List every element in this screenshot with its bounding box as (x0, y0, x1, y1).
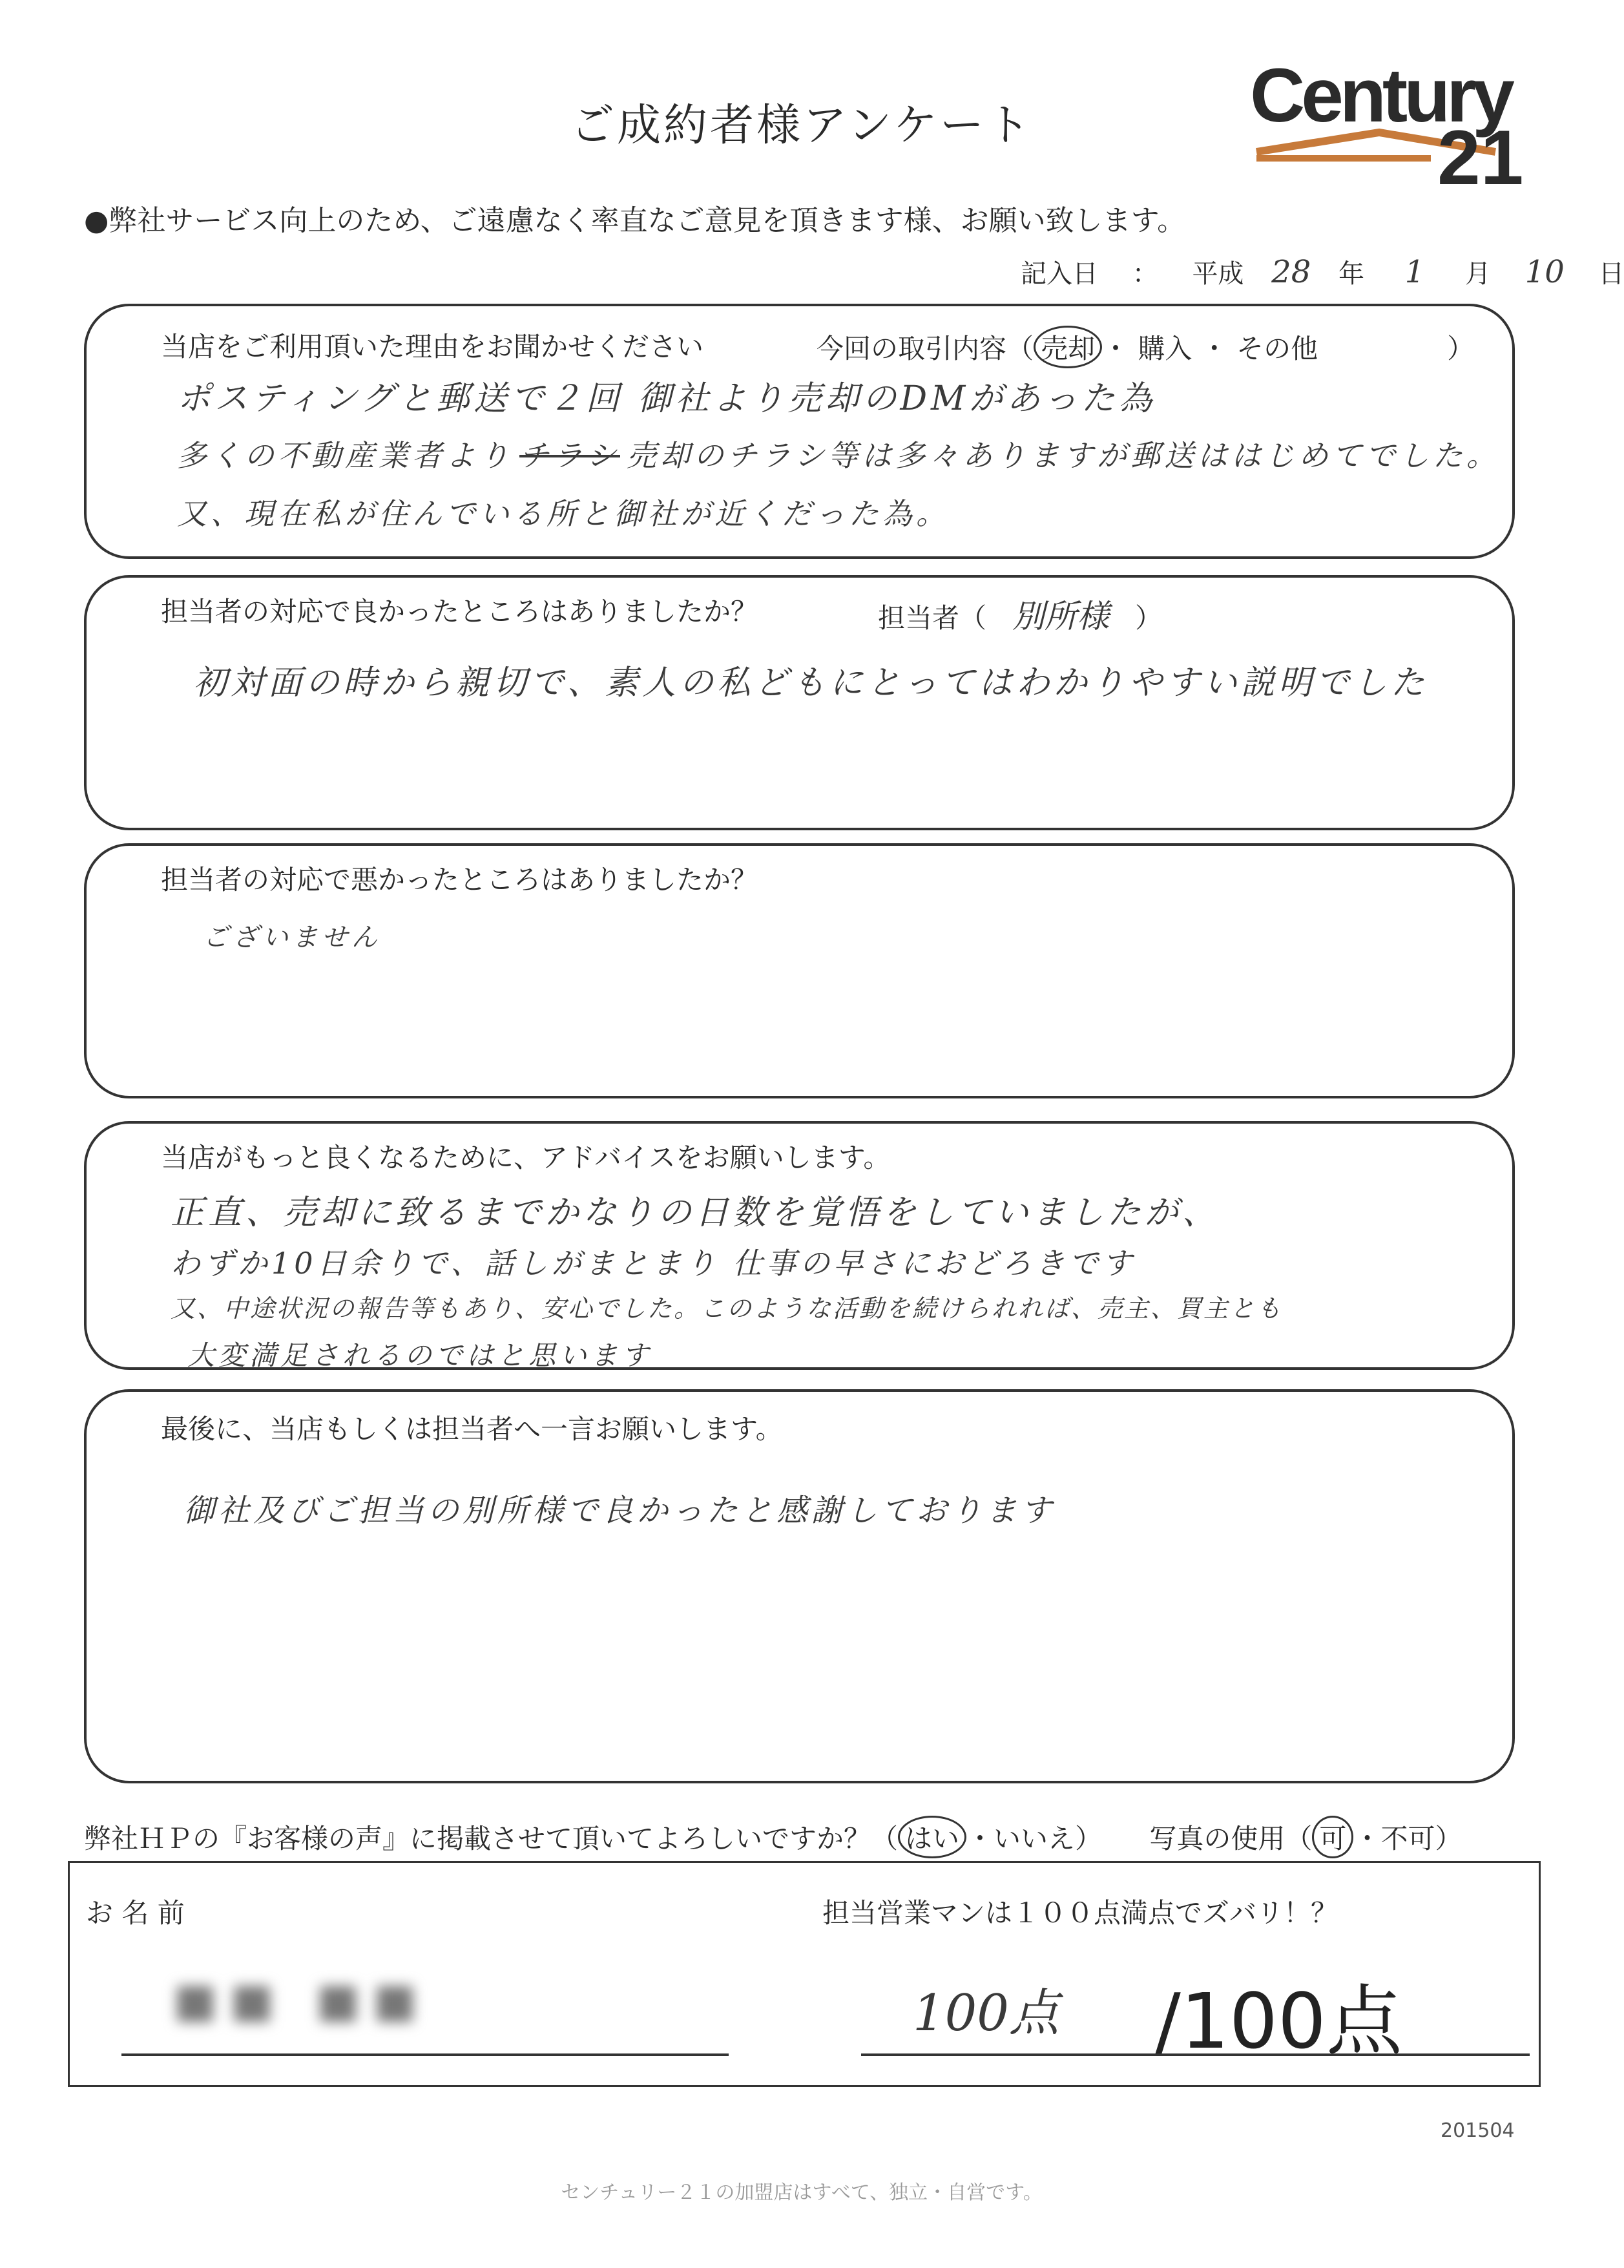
date-day-unit: 日 (1598, 259, 1624, 289)
advice-answer-line-3: 又、中途状況の報告等もあり、安心でした。このような活動を続けられれば、売主、買主とも (171, 1294, 1284, 1323)
publish-consent (84, 1816, 1462, 1858)
century21-logo (1250, 52, 1524, 201)
advice-question: 当店がもっと良くなるために、アドバイスをお願いします。 (161, 1142, 891, 1173)
advice-section (84, 1121, 1515, 1370)
publish-question: 弊社ＨＰの『お客様の声』に掲載させて頂いてよろしいですか？（ (84, 1823, 899, 1854)
photo-ok-selected: 可 (1312, 1816, 1353, 1858)
reason-question: 当店をご利用頂いた理由をお聞かせください (161, 331, 704, 362)
reason-answer-line-2 (177, 432, 1500, 475)
intro-text: ●弊社サービス向上のため、ご遠慮なく率直なご意見を頂きます様、お願い致します。 (84, 204, 1186, 237)
deal-type-label: 今回の取引内容（ (817, 333, 1034, 364)
final-message-section (84, 1389, 1515, 1783)
date-month-value: 1 (1404, 254, 1425, 290)
bad-points-answer: ございません (203, 923, 381, 952)
reason-answer-line-2-pre: 多くの不動産業者より (177, 438, 513, 473)
page-title: ご成約者様アンケート (570, 100, 1033, 151)
publish-no-option: ・いいえ） (966, 1823, 1103, 1854)
date-day-value: 10 (1525, 254, 1565, 290)
final-message-question: 最後に、当店もしくは担当者へ一言お願いします。 (161, 1413, 783, 1445)
bad-points-section (84, 843, 1515, 1098)
advice-answer-line-2: わずか10日余りで、話しがまとまり 仕事の早さにおどろきです (171, 1246, 1136, 1281)
franchise-disclaimer: センチュリー２１の加盟店はすべて、独立・自営です。 (561, 2181, 1043, 2204)
photo-label: 写真の使用（ (1149, 1823, 1313, 1854)
entry-date (1021, 253, 1624, 290)
good-points-section (84, 575, 1515, 830)
score-question: 担当営業マンは１００点満点でズバリ！？ (822, 1897, 1338, 1929)
form-code: 201504 (1441, 2119, 1515, 2142)
good-points-question: 担当者の対応で良かったところはありましたか？ (161, 596, 758, 627)
good-points-answer: 初対面の時から親切で、素人の私どもにとってはわかりやすい説明でした (193, 664, 1428, 702)
photo-ng-option: ・不可） (1353, 1823, 1463, 1854)
date-era: 平成 (1192, 259, 1244, 289)
reason-answer-line-2-post: 売却のチラシ等は多々ありますが郵送ははじめてでした。 (627, 438, 1500, 473)
staff-field (878, 591, 1162, 637)
date-year-unit: 年 (1338, 259, 1364, 289)
score-total: /100点 (1155, 1977, 1402, 2066)
deal-type-close: ） (1447, 333, 1475, 364)
deal-type-other-options: ・ 購入 ・ その他 (1102, 333, 1318, 364)
bad-points-question: 担当者の対応で悪かったところはありましたか？ (161, 864, 758, 896)
reason-section (84, 304, 1515, 559)
logo-text: Century (1250, 53, 1511, 138)
date-colon: ： (1132, 259, 1158, 289)
staff-close: ） (1135, 602, 1163, 634)
staff-name: 別所様 (1012, 598, 1110, 635)
date-label: 記入日 (1021, 259, 1098, 289)
name-underline (121, 2053, 729, 2056)
advice-answer-line-1: 正直、売却に致るまでかなりの日数を覚悟をしていましたが、 (171, 1193, 1220, 1232)
publish-yes-selected: はい (898, 1816, 966, 1858)
name-label: お 名 前 (86, 1897, 185, 1929)
footer-box (68, 1861, 1541, 2087)
advice-answer-line-4: 大変満足されるのではと思います (187, 1339, 653, 1371)
score-value: 100点 (913, 1984, 1059, 2042)
reason-answer-line-3: 又、現在私が住んでいる所と御社が近くだった為。 (177, 496, 950, 531)
score-underline (861, 2053, 1530, 2056)
name-value-blurred: ■■ ■■ (173, 1973, 430, 2027)
reason-answer-line-1: ポスティングと郵送で２回 御社より売却のDMがあった為 (177, 379, 1156, 418)
logo-number: 21 (1437, 114, 1524, 201)
date-year-value: 28 (1271, 254, 1311, 290)
deal-type-sell-selected: 売却 (1034, 326, 1102, 368)
date-month-unit: 月 (1464, 259, 1491, 289)
final-message-answer: 御社及びご担当の別所様で良かったと感謝しております (183, 1493, 1056, 1529)
staff-label: 担当者（ (878, 602, 987, 634)
deal-type (817, 326, 1474, 368)
reason-answer-strikethrough: チラシ (519, 438, 620, 473)
